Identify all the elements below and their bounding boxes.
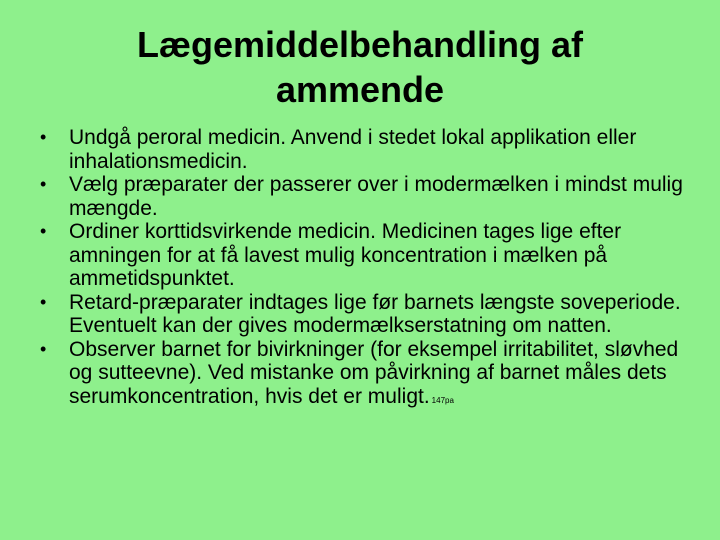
bullet-text: Retard-præparater indtages lige før barnets længste soveperiode. Eventuelt kan der gives modermælkserstatning om natten. <box>69 290 681 337</box>
bullet-text: Undgå peroral medicin. Anvend i stedet lokal applikation eller inhalationsmedicin. <box>69 126 637 173</box>
bullet-text: Observer barnet for bivirkninger (for eksempel irritabilitet, sløvhed og sutteevne). Ved mistanke om påvirkning af barnet måles dets serumkoncentration, hvis det er muligt. <box>69 337 679 408</box>
bullet-item <box>40 220 690 291</box>
bullet-item <box>40 338 690 413</box>
bullet-marker: • <box>40 221 47 241</box>
bullet-marker: • <box>40 291 47 312</box>
bullet-text: Ordiner korttidsvirkende medicin. Medicinen tages lige efter amningen for at få lavest mulig koncentration i mælken på ammetidspunktet. <box>69 220 622 290</box>
bullet-marker: • <box>40 338 47 359</box>
bullet-marker: • <box>40 174 47 194</box>
bullet-item <box>40 291 690 338</box>
bullet-text: Vælg præparater der passerer over i modermælken i mindst mulig mængde. <box>69 173 683 220</box>
slide-title-line-1: Lægemiddelbehandling af <box>136 24 584 65</box>
slide-title <box>60 22 660 112</box>
bullet-item <box>40 173 690 220</box>
slide-title-line-2: ammende <box>275 69 445 110</box>
reference-marker: 147pa <box>431 395 454 405</box>
bullet-list <box>40 126 690 412</box>
bullet-item <box>40 126 690 173</box>
bullet-marker: • <box>40 127 47 147</box>
